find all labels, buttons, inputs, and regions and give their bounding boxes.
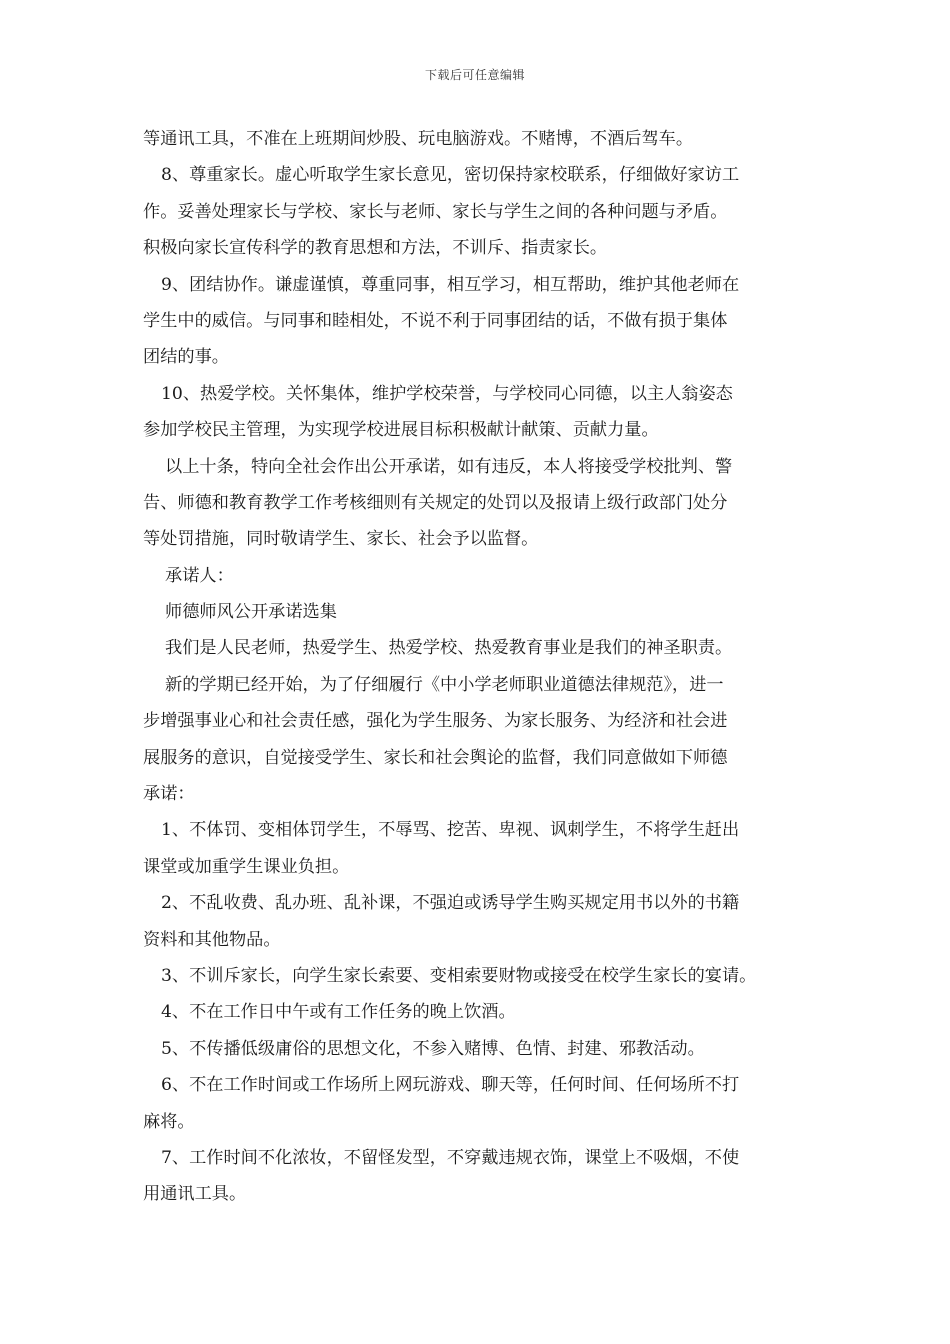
text-line: 展服务的意识，自觉接受学生、家长和社会舆论的监督，我们同意做如下师德 (143, 747, 728, 768)
text-line: 我们是人民老师，热爱学生、热爱学校、热爱教育事业是我们的神圣职责。 (165, 638, 733, 659)
text-line: 6、不在工作时间或工作场所上网玩游戏、聊天等，任何时间、任何场所不打 (161, 1075, 740, 1096)
text-line: 7、工作时间不化浓妆，不留怪发型，不穿戴违规衣饰，课堂上不吸烟，不使 (161, 1147, 740, 1168)
text-line: 8、尊重家长。虚心听取学生家长意见，密切保持家校联系，仔细做好家访工 (161, 165, 740, 186)
text-line: 5、不传播低级庸俗的思想文化，不参入赌博、色情、封建、邪教活动。 (161, 1038, 705, 1059)
text-line: 9、团结协作。谦虚谨慎，尊重同事，相互学习，相互帮助，维护其他老师在 (161, 274, 740, 295)
text-line: 3、不训斥家长，向学生家长索要、变相索要财物或接受在校学生家长的宴请。 (161, 965, 757, 986)
text-line: 积极向家长宣传科学的教育思想和方法，不训斥、指责家长。 (143, 238, 608, 259)
text-line: 2、不乱收费、乱办班、乱补课，不强迫或诱导学生购买规定用书以外的书籍 (161, 893, 740, 914)
text-line: 师德师风公开承诺选集 (165, 602, 337, 623)
text-line: 团结的事。 (143, 347, 229, 368)
text-line: 以上十条，特向全社会作出公开承诺，如有违反，本人将接受学校批判、警 (165, 456, 733, 477)
text-line: 承诺： (143, 784, 195, 805)
text-line: 用通讯工具。 (143, 1184, 247, 1205)
text-line: 步增强事业心和社会责任感，强化为学生服务、为家长服务、为经济和社会进 (143, 711, 728, 732)
text-line: 麻将。 (143, 1111, 195, 1132)
text-line: 4、不在工作日中午或有工作任务的晚上饮酒。 (161, 1002, 516, 1023)
text-line: 1、不体罚、变相体罚学生，不辱骂、挖苦、卑视、讽刺学生，不将学生赶出 (161, 820, 740, 841)
page-header: 下载后可任意编辑 (424, 68, 525, 82)
text-line: 课堂或加重学生课业负担。 (143, 856, 350, 877)
text-line: 参加学校民主管理，为实现学校进展目标积极献计献策、贡献力量。 (143, 420, 659, 441)
text-line: 新的学期已经开始，为了仔细履行《中小学老师职业道德法律规范》，进一 (165, 674, 724, 695)
text-line: 资料和其他物品。 (143, 929, 281, 950)
text-line: 学生中的威信。与同事和睦相处，不说不利于同事团结的话，不做有损于集体 (143, 310, 728, 331)
text-line: 告、师德和教育教学工作考核细则有关规定的处罚以及报请上级行政部门处分 (143, 492, 728, 513)
document-body (143, 121, 815, 1213)
text-line: 等处罚措施，同时敬请学生、家长、社会予以监督。 (143, 529, 539, 550)
text-line: 作。妥善处理家长与学校、家长与老师、家长与学生之间的各种问题与矛盾。 (143, 201, 728, 222)
text-line: 承诺人： (165, 565, 234, 586)
text-line: 等通讯工具，不准在上班期间炒股、玩电脑游戏。不赌博，不酒后驾车。 (143, 129, 694, 149)
text-line: 10、热爱学校。关怀集体，维护学校荣誉，与学校同心同德，以主人翁姿态 (161, 383, 733, 404)
